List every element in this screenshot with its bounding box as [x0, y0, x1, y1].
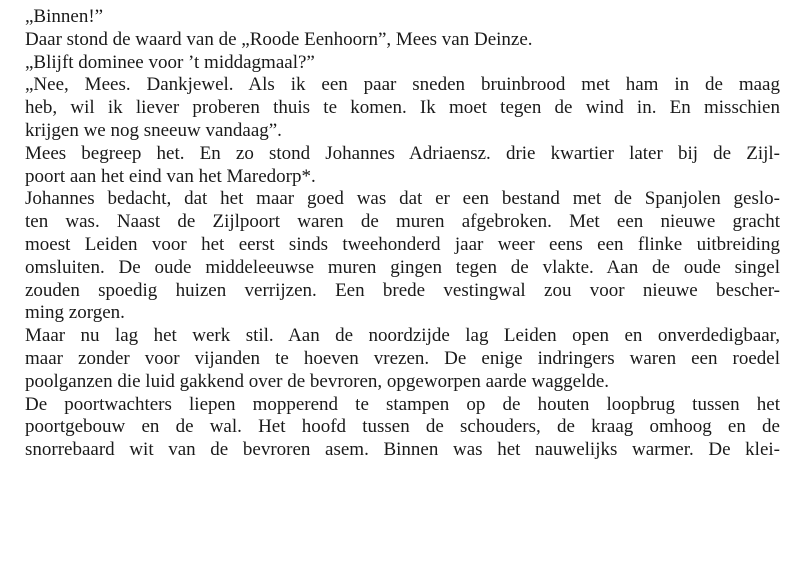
- text-line-12: omsluiten. De oude middeleeuwse muren gingen tegen de vlakte. Aan de oude singel: [25, 256, 780, 278]
- text-line-4: „Nee, Mees. Dankjewel. Als ik een paar sneden bruinbrood met ham in de maag: [25, 74, 780, 96]
- text-line-11: moest Leiden voor het eerst sinds tweehonderd jaar weer eens een flinke uitbreiding: [25, 233, 780, 255]
- text-line-20: snorrebaard wit van de bevroren asem. Binnen was het nauwelijks warmer. De klei-: [25, 439, 780, 461]
- text-line-1: „Binnen!”: [25, 6, 104, 27]
- text-line-16: maar zonder voor vijanden te hoeven vrezen. De enige indringers waren een roedel: [25, 347, 780, 369]
- text-line-2: Daar stond de waard van de „Roode Eenhoorn”, Mees van Deinze.: [25, 28, 533, 50]
- text-line-19: poortgebouw en de wal. Het hoofd tussen de schouders, de kraag omhoog en de: [25, 416, 780, 438]
- text-line-14: ming zorgen.: [25, 302, 125, 324]
- text-line-9: Johannes bedacht, dat het maar goed was dat er een bestand met de Spanjolen geslo-: [25, 188, 780, 210]
- document-page: [25, 6, 780, 462]
- text-line-15: Maar nu lag het werk stil. Aan de noordzijde lag Leiden open en onverdedigbaar,: [25, 325, 780, 347]
- text-line-7: Mees begreep het. En zo stond Johannes Adriaensz. drie kwartier later bij de Zijl-: [25, 142, 780, 164]
- text-line-17: poolganzen die luid gakkend over de bevroren, opgeworpen aarde waggelde.: [25, 370, 610, 392]
- text-line-6: krijgen we nog sneeuw vandaag”.: [25, 119, 282, 141]
- text-line-5: heb, wil ik liever proberen thuis te komen. Ik moet tegen de wind in. En misschien: [25, 97, 780, 119]
- text-line-8: poort aan het eind van het Maredorp*.: [25, 165, 316, 187]
- text-line-18: De poortwachters liepen mopperend te stampen op de houten loopbrug tussen het: [25, 393, 780, 415]
- text-line-3: „Blijft dominee voor ’t middagmaal?”: [25, 51, 315, 73]
- text-line-10: ten was. Naast de Zijlpoort waren de muren afgebroken. Met een nieuwe gracht: [25, 211, 780, 233]
- text-line-13: zouden spoedig huizen verrijzen. Een brede vestingwal zou voor nieuwe bescher-: [25, 279, 780, 301]
